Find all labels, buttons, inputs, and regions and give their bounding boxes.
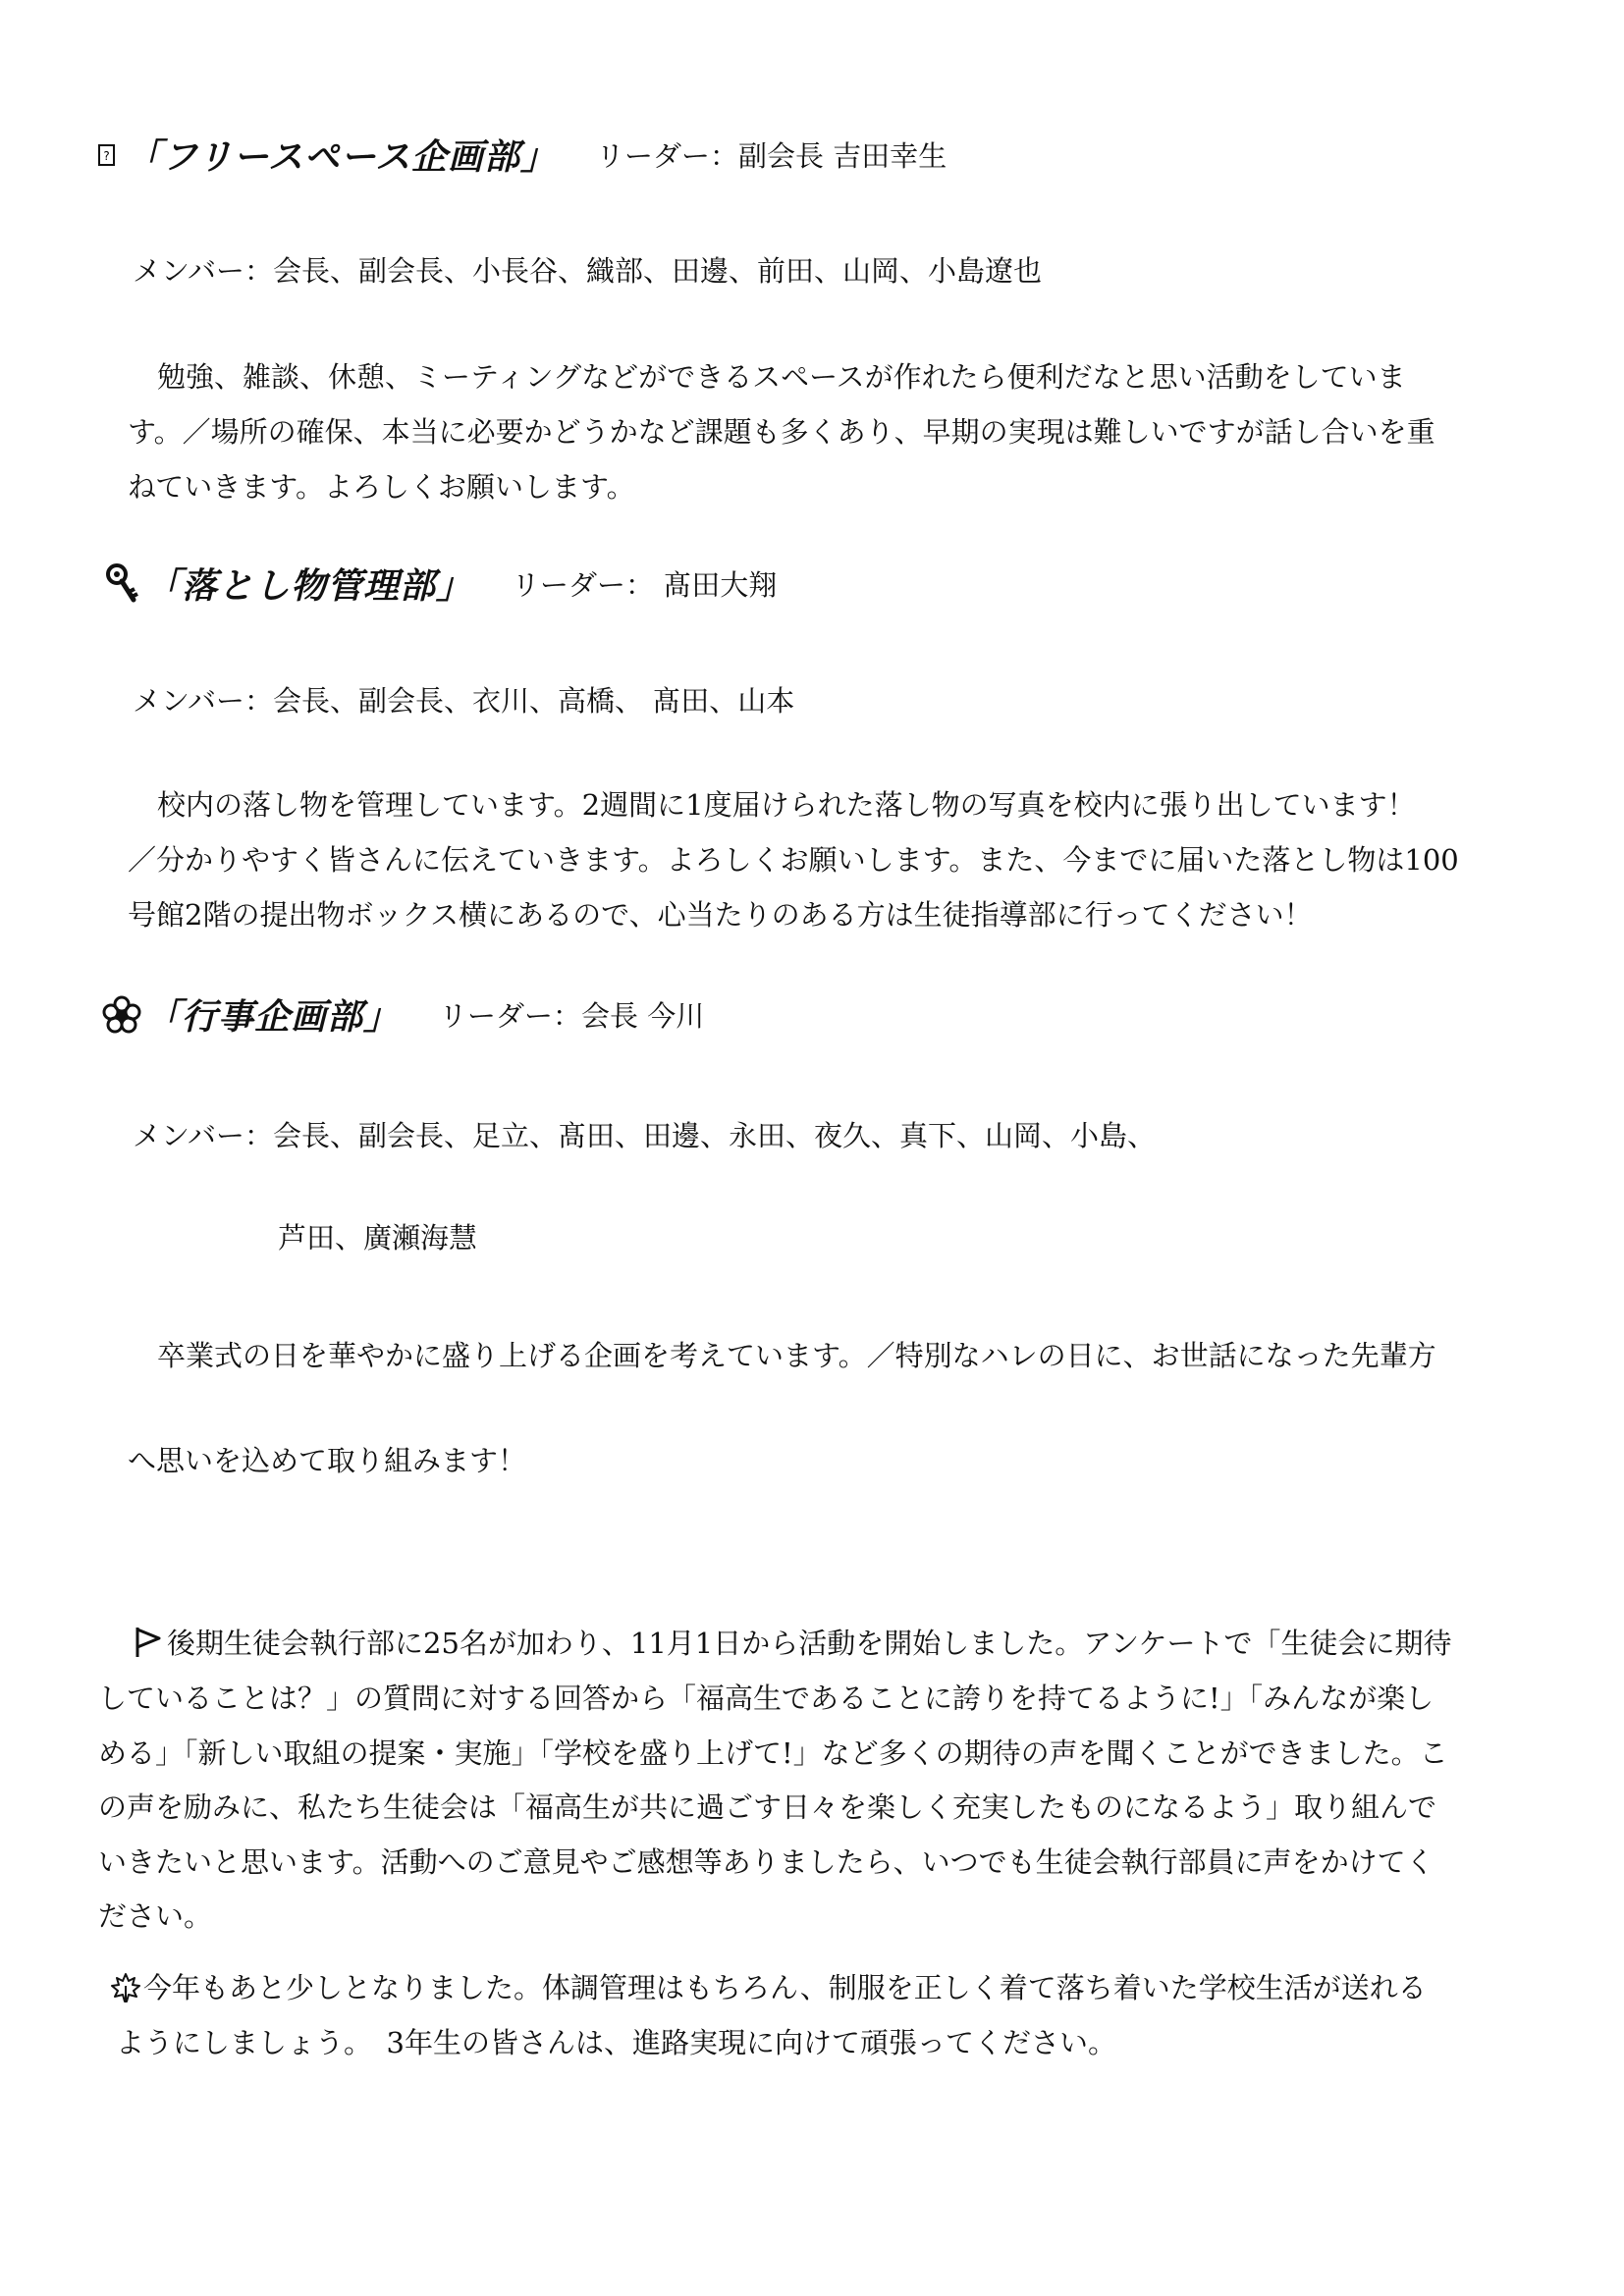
section-members: メンバー：会長、副会長、足立、髙田、田邊、永田、夜久、真下、山岡、小島、 (133, 1119, 1156, 1152)
section-leader: リーダー：副会長 吉田幸生 (595, 139, 947, 173)
section-leader: リーダー：会長 今川 (439, 999, 705, 1033)
section-body-line: ／分かりやすく皆さんに伝えていきます。よろしくお願いします。また、今までに届いた落とし物は100 (128, 843, 1459, 877)
section-header-lost-items (104, 559, 777, 609)
key-icon (104, 562, 141, 606)
section-header-free-space (96, 130, 947, 180)
section-members-continued: 芦田、廣瀬海慧 (278, 1221, 478, 1255)
maple-leaf-icon (110, 1972, 141, 2007)
section-header-events (102, 989, 704, 1040)
closing-line: 後期生徒会執行部に25名が加わり、11月1日から活動を開始しました。アンケートで「生徒会に期待 (167, 1627, 1452, 1660)
closing-line: ようにしましょう。 3年生の皆さんは、進路実現に向けて頑張ってください。 (116, 2026, 1116, 2059)
section-title: 「落とし物管理部」 (145, 565, 473, 607)
section-body-line: 卒業式の日を華やかに盛り上げる企画を考えています。／特別なハレの日に、お世話になった先輩方 (157, 1339, 1436, 1372)
section-body-line: 校内の落し物を管理しています。2週間に1度届けられた落し物の写真を校内に張り出しています！ (157, 788, 1416, 822)
section-body-line: ねていきます。よろしくお願いします。 (128, 470, 635, 504)
missing-glyph-icon (96, 141, 118, 169)
section-leader: リーダー： 髙田大翔 (512, 568, 778, 602)
closing-line: の声を励みに、私たち生徒会は「福高生が共に過ごす日々を楽しく充実したものになるよう」取り組んで (98, 1790, 1437, 1824)
section-body-line: 勉強、雑談、休憩、ミーティングなどができるスペースが作れたら便利だなと思い活動をしていま (157, 360, 1406, 394)
closing-line: していることは？」の質問に対する回答から「福高生であることに誇りを持てるように!」「みんなが楽し (98, 1682, 1435, 1715)
closing-line: いきたいと思います。活動へのご意見やご感想等ありましたら、いつでも生徒会執行部員に声をかけてく (98, 1845, 1435, 1879)
section-members: メンバー：会長、副会長、衣川、高橋、 髙田、山本 (133, 684, 795, 718)
section-title: 「行事企画部」 (145, 996, 401, 1038)
closing-line: ださい。 (98, 1899, 213, 1933)
section-title: 「フリースペース企画部」 (126, 136, 557, 178)
closing-line: める」「新しい取組の提案・実施」「学校を盛り上げて!」など多くの期待の声を聞くことができました。こ (98, 1736, 1448, 1770)
section-body-line: へ思いを込めて取り組みます！ (128, 1444, 527, 1477)
section-members: メンバー：会長、副会長、小長谷、織部、田邊、前田、山岡、小島遼也 (133, 254, 1042, 288)
section-body-line: す。／場所の確保、本当に必要かどうかなど課題も多くあり、早期の実現は難しいですが話し合いを重 (128, 415, 1435, 449)
flower-icon (102, 995, 141, 1035)
svg-text:?: ? (103, 148, 110, 163)
closing-line: 今年もあと少しとなりました。体調管理はもちろん、制服を正しく着て落ち着いた学校生活が送れる (143, 1971, 1427, 2004)
flag-icon (134, 1626, 163, 1663)
section-body-line: 号館2階の提出物ボックス横にあるので、心当たりのある方は生徒指導部に行ってください！ (128, 898, 1313, 932)
